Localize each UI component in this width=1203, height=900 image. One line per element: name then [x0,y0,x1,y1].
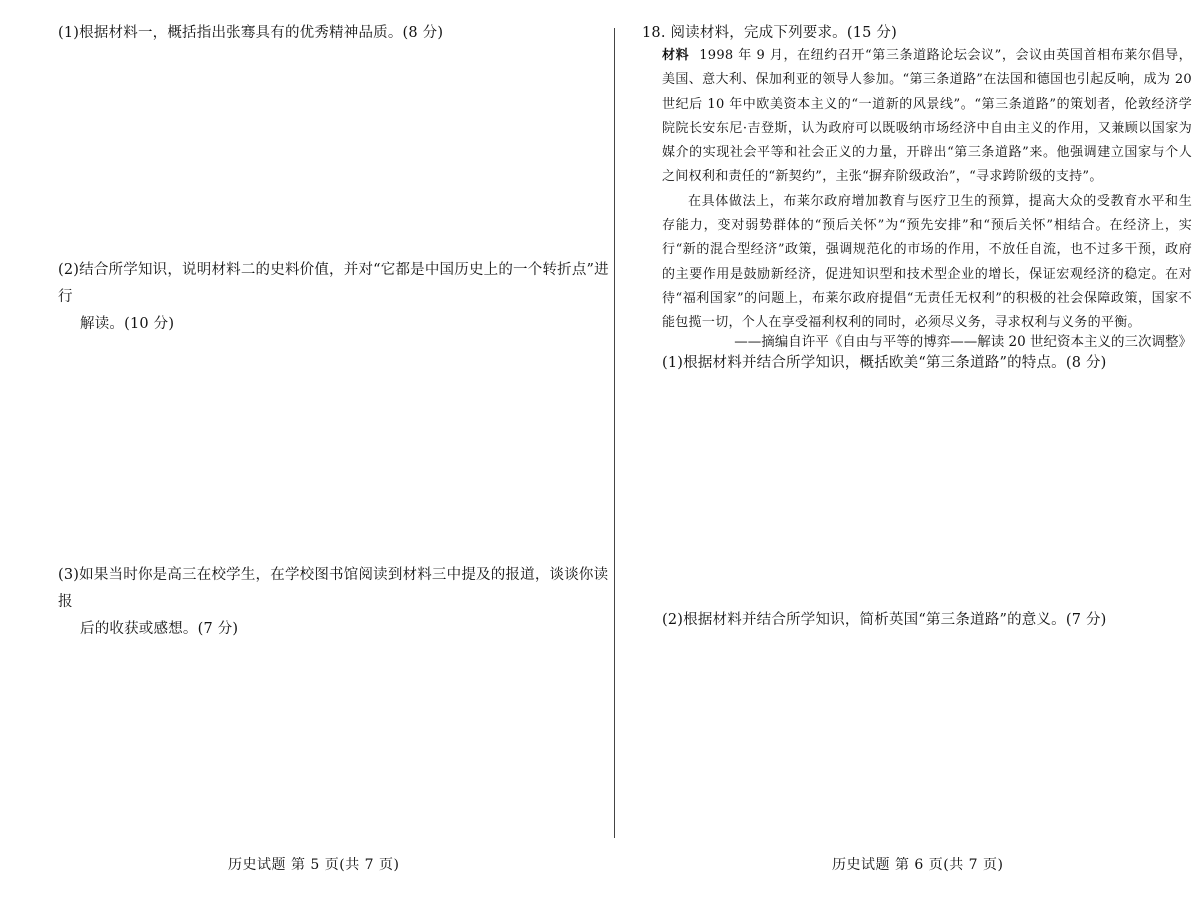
material-paragraph-1 [662,44,1192,190]
question-text: (2)根据材料并结合所学知识，简析英国“第三条道路”的意义。(7 分) [662,612,1107,628]
question-18-1 [662,350,1107,377]
question-text-line2: 解读。(10 分) [80,316,175,332]
material-source: ——摘编自许平《自由与平等的博弈——解读 20 世纪资本主义的三次调整》 [734,334,1192,350]
question-text-line1: (2)结合所学知识，说明材料二的史料价值，并对“它都是中国历史上的一个转折点”进行 [58,262,609,305]
question-17-3 [58,562,610,643]
question-text: 18. 阅读材料，完成下列要求。(15 分) [642,25,897,41]
material-text-1: 1998 年 9 月，在纽约召开“第三条道路论坛会议”，会议由英国首相布莱尔倡导，美国、意大利、保加利亚的领导人参加。“第三条道路”在法国和德国也引起反响，成为 20 世纪后 10 年中欧美资本主义的“一道新的风景线”。“第三条道路”的策划者，伦敦经济学院院长安东尼·吉登斯，认为政府可以既吸纳市场经济中自由主义的作用，又兼顾以国家为媒介的实现社会平等和社会正义的力量，开辟出“第三条道路”来。他强调建立国家与个人之间权利和责任的“新契约”，主张“摒弃阶级政治”，“寻求跨阶级的支持”。 [662,48,1192,185]
page-footer: 历史试题 第 6 页(共 7 页) [832,857,1004,873]
question-text: (1)根据材料并结合所学知识，概括欧美“第三条道路”的特点。(8 分) [662,355,1107,371]
material-block [662,44,1192,336]
question-text-line1: (3)如果当时你是高三在校学生，在学校图书馆阅读到材料三中提及的报道，谈谈你读报 [58,567,609,610]
question-18-title [642,20,897,47]
right-page [620,0,1203,900]
question-18-2 [662,607,1107,634]
material-paragraph-2: 在具体做法上，布莱尔政府增加教育与医疗卫生的预算，提高大众的受教育水平和生存能力，变对弱势群体的“预后关怀”为“预先安排”和“预后关怀”相结合。在经济上，实行“新的混合型经济”政策，强调规范化的市场的作用，不放任自流，也不过多干预，政府的主要作用是鼓励新经济，促进知识型和技术型企业的增长，保证宏观经济的稳定。在对待“福利国家”的问题上，布莱尔政府提倡“无责任无权利”的积极的社会保障政策，国家不能包揽一切，个人在享受福利权利的同时，必须尽义务，寻求权利与义务的平衡。 [662,193,1192,331]
question-text: (1)根据材料一，概括指出张骞具有的优秀精神品质。(8 分) [58,25,444,41]
material-label: 材料 [662,48,690,63]
page-footer: 历史试题 第 5 页(共 7 页) [228,857,400,873]
question-17-2 [58,257,610,338]
question-text-line2: 后的收获或感想。(7 分) [80,621,239,637]
page-divider [614,28,615,838]
question-17-1 [58,20,443,47]
